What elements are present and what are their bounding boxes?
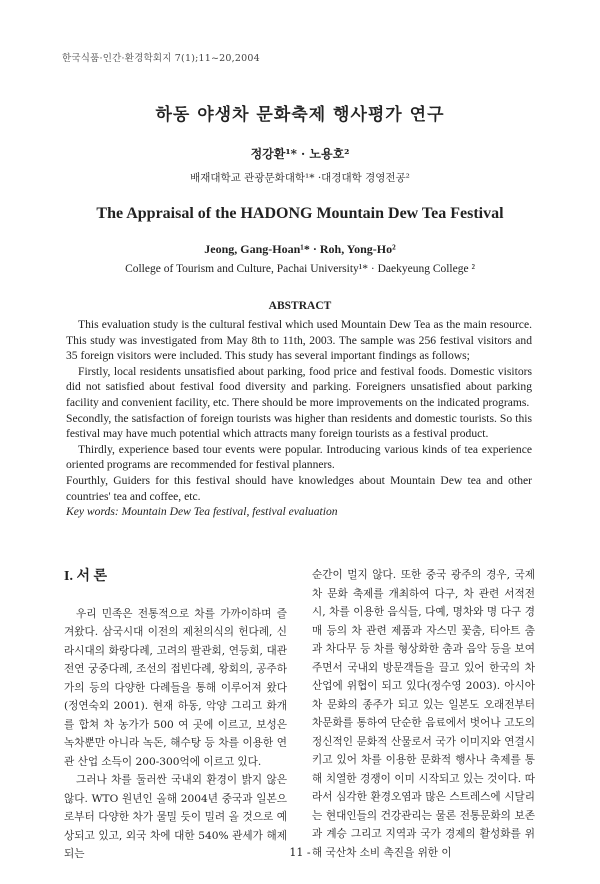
authors-korean: 정강환¹* · 노용호² bbox=[250, 147, 350, 161]
title-korean: 하동 야생차 문화축제 행사평가 연구 bbox=[155, 105, 445, 125]
title-english: The Appraisal of the HADONG Mountain Dew Tea Festival bbox=[96, 205, 504, 222]
affiliation-english: College of Tourism and Culture, Pachai University¹* · Daekyeung College ² bbox=[125, 263, 475, 275]
section-heading: I. 서 론 bbox=[64, 569, 107, 584]
body-paragraph: 우리 민족은 전통적으로 차를 가까이하며 즐겨왔다. 삼국시대 이전의 제천의식의 헌다례, 신라시대의 화랑다례, 고려의 팔관회, 연등회, 대관전연 궁중다례, 조선의 접빈다례, 왕회의, 공주하가의 등의 다양한 다례들을 통해 이루어져 왔다(정연숙외 2001). 현재 하동, 악양 그리고 화개를 합쳐 차 농가가 500 여 곳에 이르고, 보성은 녹차뿐만 아니라 녹돈, 해수탕 등 차를 이용한 연관 산업 소득이 200-300억에 이르고 있다. bbox=[64, 607, 287, 768]
keywords: Key words: Mountain Dew Tea festival, festival evaluation bbox=[66, 505, 338, 519]
abstract-paragraph: Firstly, local residents unsatisfied about parking, food price and festival foods. Domestic visitors did not satisfied about festival food diversity and parking. Foreigners unsatisfied about parking facility and convenient facility, etc. There should be more improvements on the indicated programs. bbox=[66, 364, 532, 409]
affiliation-korean: 배재대학교 관광문화대학¹* ·대경대학 경영전공² bbox=[190, 172, 410, 184]
body-paragraph: 순간이 멀지 않다. 또한 중국 광주의 경우, 국제 차 문화 축제를 개최하여 다구, 차 관련 서적전시, 차를 이용한 음식들, 다예, 명차와 명 다구 경매 등의 차 관련 제품과 자스민 꽃춤, 티아트 춤과 차다무 등 차를 형상화한 춤과 음악 등을 보여주면서 국내외 방문객들을 끌고 있어 한국의 차 산업에 위협이 되고 있다(정수영 2003). 아시아 차 문화의 종주가 되고 있는 일본도 오래전부터 차문화를 통하여 단순한 음료에서 벗어나 고도의 정신적인 문화적 산물로서 국가 이미지와 연결시키고 있어 차를 이용한 문화적 행사나 축제를 통해 치열한 경쟁이 이미 시작되고 있는 것이다. 따라서 심각한 환경오염과 많은 스트레스에 시달리는 현대인들의 건강관리는 물론 전통문화의 보존과 계승 그리고 지역과 국가 경제의 활성화를 위해 국산차 소비 촉진을 위한 이 bbox=[312, 569, 535, 859]
page-number: 11 - bbox=[289, 846, 311, 859]
abstract-paragraph: Secondly, the satisfaction of foreign tourists was higher than residents and domestic tourists. So this festival may have much potential which attracts many foreign tourists as a festival product. bbox=[66, 411, 532, 441]
abstract-paragraph: Thirdly, experience based tour events were popular. Introducing various kinds of tea experience oriented programs are recommended for festival planners. bbox=[66, 442, 532, 472]
abstract-paragraph: This evaluation study is the cultural festival which used Mountain Dew Tea as the main resource. This study was investigated from May 8th to 11th, 2003. The sample was 256 festival visitors and 35 foreign visitors were included. This study has several important findings as follows; bbox=[66, 318, 532, 363]
journal-header: 한국식품·인간·환경학회지 7(1);11~20,2004 bbox=[62, 53, 260, 64]
abstract-heading: ABSTRACT bbox=[268, 300, 332, 312]
abstract-paragraph: Fourthly, Guiders for this festival should have knowledges about Mountain Dew tea and other countries' tea and coffee, etc. bbox=[66, 473, 532, 503]
abstract-body bbox=[66, 317, 532, 520]
body-column-left bbox=[64, 568, 287, 864]
body-column-right bbox=[312, 566, 535, 862]
authors-english: Jeong, Gang-Hoan¹* · Roh, Yong-Ho² bbox=[204, 242, 396, 256]
body-paragraph: 그러나 차를 둘러싼 국내외 환경이 밝지 않은 않다. WTO 원년인 올해 2004년 중국과 일본으로부터 다양한 차가 물밀 듯이 밀려 올 것으로 예상되고 있고, 외국 차에 대한 540% 관세가 해제되는 bbox=[64, 774, 287, 860]
